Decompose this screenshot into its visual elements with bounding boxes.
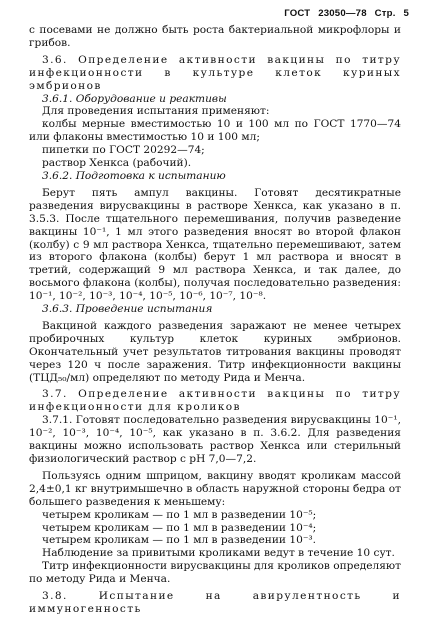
paragraph-observation: Наблюдение за привитыми кроликами ведут в течение 10 сут.: [42, 547, 395, 560]
list-item-dilution-3: четырем кроликам — по 1 мл в разведении 10⁻³.: [42, 534, 317, 547]
paragraph-dilutions: Берут пять ампул вакцины. Готовят десятикратные разведения вирусвакцины в растворе Хенкса, как указано в п. 3.5.3. После тщательного перемешивания, получив разведение вакцины 10⁻¹, 1 мл этого разведения вносят во второй флакон (колбу) с 9 мл раствора Хенкса, тщательно перемешивают, затем из второго флакона (колбы) берут 1 мл раствора и вносят в третий, содержащий 9 мл раствора Хенкса, и так далее, до восьмого флакона (колбы), получая последовательно разведения: 10⁻¹, 10⁻², 10⁻³, 10⁻⁴, 10⁻⁵, 10⁻⁶, 10⁻⁷, 10⁻⁸.: [29, 186, 401, 303]
list-item-dilution-4: четырем кроликам — по 1 мл в разведении 10⁻⁴;: [42, 521, 317, 534]
paragraph-infection: Вакциной каждого разведения заражают не менее четырех пробирочных культур клеток куриных эмбрионов. Окончательный учет результатов титрования вакцины проводят через 120 ч после заражения. Титр инфекционности вакцины (ТЦД₅₀/мл) определяют по методу Рида и Менча.: [29, 319, 401, 384]
section-heading-3-8: 3.8. Испытание на авирулентность и иммуногенность: [29, 590, 401, 615]
header-page-label: Стр.: [374, 8, 396, 19]
paragraph-3-7-1: 3.7.1. Готовят последовательно разведения вирусвакцины 10⁻¹, 10⁻², 10⁻³, 10⁻⁴, 10⁻⁵, как указано в п. 3.6.2. Для разведения вакцины можно использовать раствор Хенкса или стерильный физиологический раствор с рН 7,0—7,2.: [29, 414, 401, 465]
subheading-preparation: 3.6.2. Подготовка к испытанию: [42, 169, 226, 182]
header-number: 23050—78: [318, 8, 367, 19]
paragraph-continuation: с посевами не должно быть роста бактериальной микрофлоры и грибов.: [29, 24, 401, 49]
list-item-dilution-5: четырем кроликам — по 1 мл в разведении 10⁻⁵;: [42, 508, 317, 521]
header-standard: ГОСТ: [284, 8, 311, 19]
subheading-procedure: 3.6.3. Проведение испытания: [42, 303, 213, 316]
paragraph-titer: Титр инфекционности вирусвакцины для кроликов определяют по методу Рида и Менча.: [29, 560, 402, 586]
section-heading-3-7: 3.7. Определение активности вакцины по титру инфекционности для кроликов: [29, 388, 401, 414]
list-item-hanks-solution: раствор Хенкса (рабочий).: [42, 157, 192, 170]
header-page-number: 5: [403, 8, 409, 19]
list-item-flasks: колбы мерные вместимостью 10 и 100 мл по ГОСТ 1770—74 или флаконы вместимостью 10 и 100 мл;: [29, 118, 401, 144]
document-body: [29, 24, 401, 616]
section-heading-3-6: 3.6. Определение активности вакцины по титру инфекционности в культуре клеток куриных эмбрионов: [29, 53, 401, 92]
page-header: [279, 8, 409, 19]
subheading-equipment: 3.6.1. Оборудование и реактивы: [42, 92, 227, 105]
list-item-pipettes: пипетки по ГОСТ 20292—74;: [42, 144, 205, 157]
paragraph-apply-intro: Для проведения испытания применяют:: [42, 105, 270, 118]
paragraph-injection: Пользуясь одним шприцом, вакцину вводят кроликам массой 2,4±0,1 кг внутримышечно в область наружной стороны бедра от большего разведения к меньшему:: [29, 469, 401, 508]
